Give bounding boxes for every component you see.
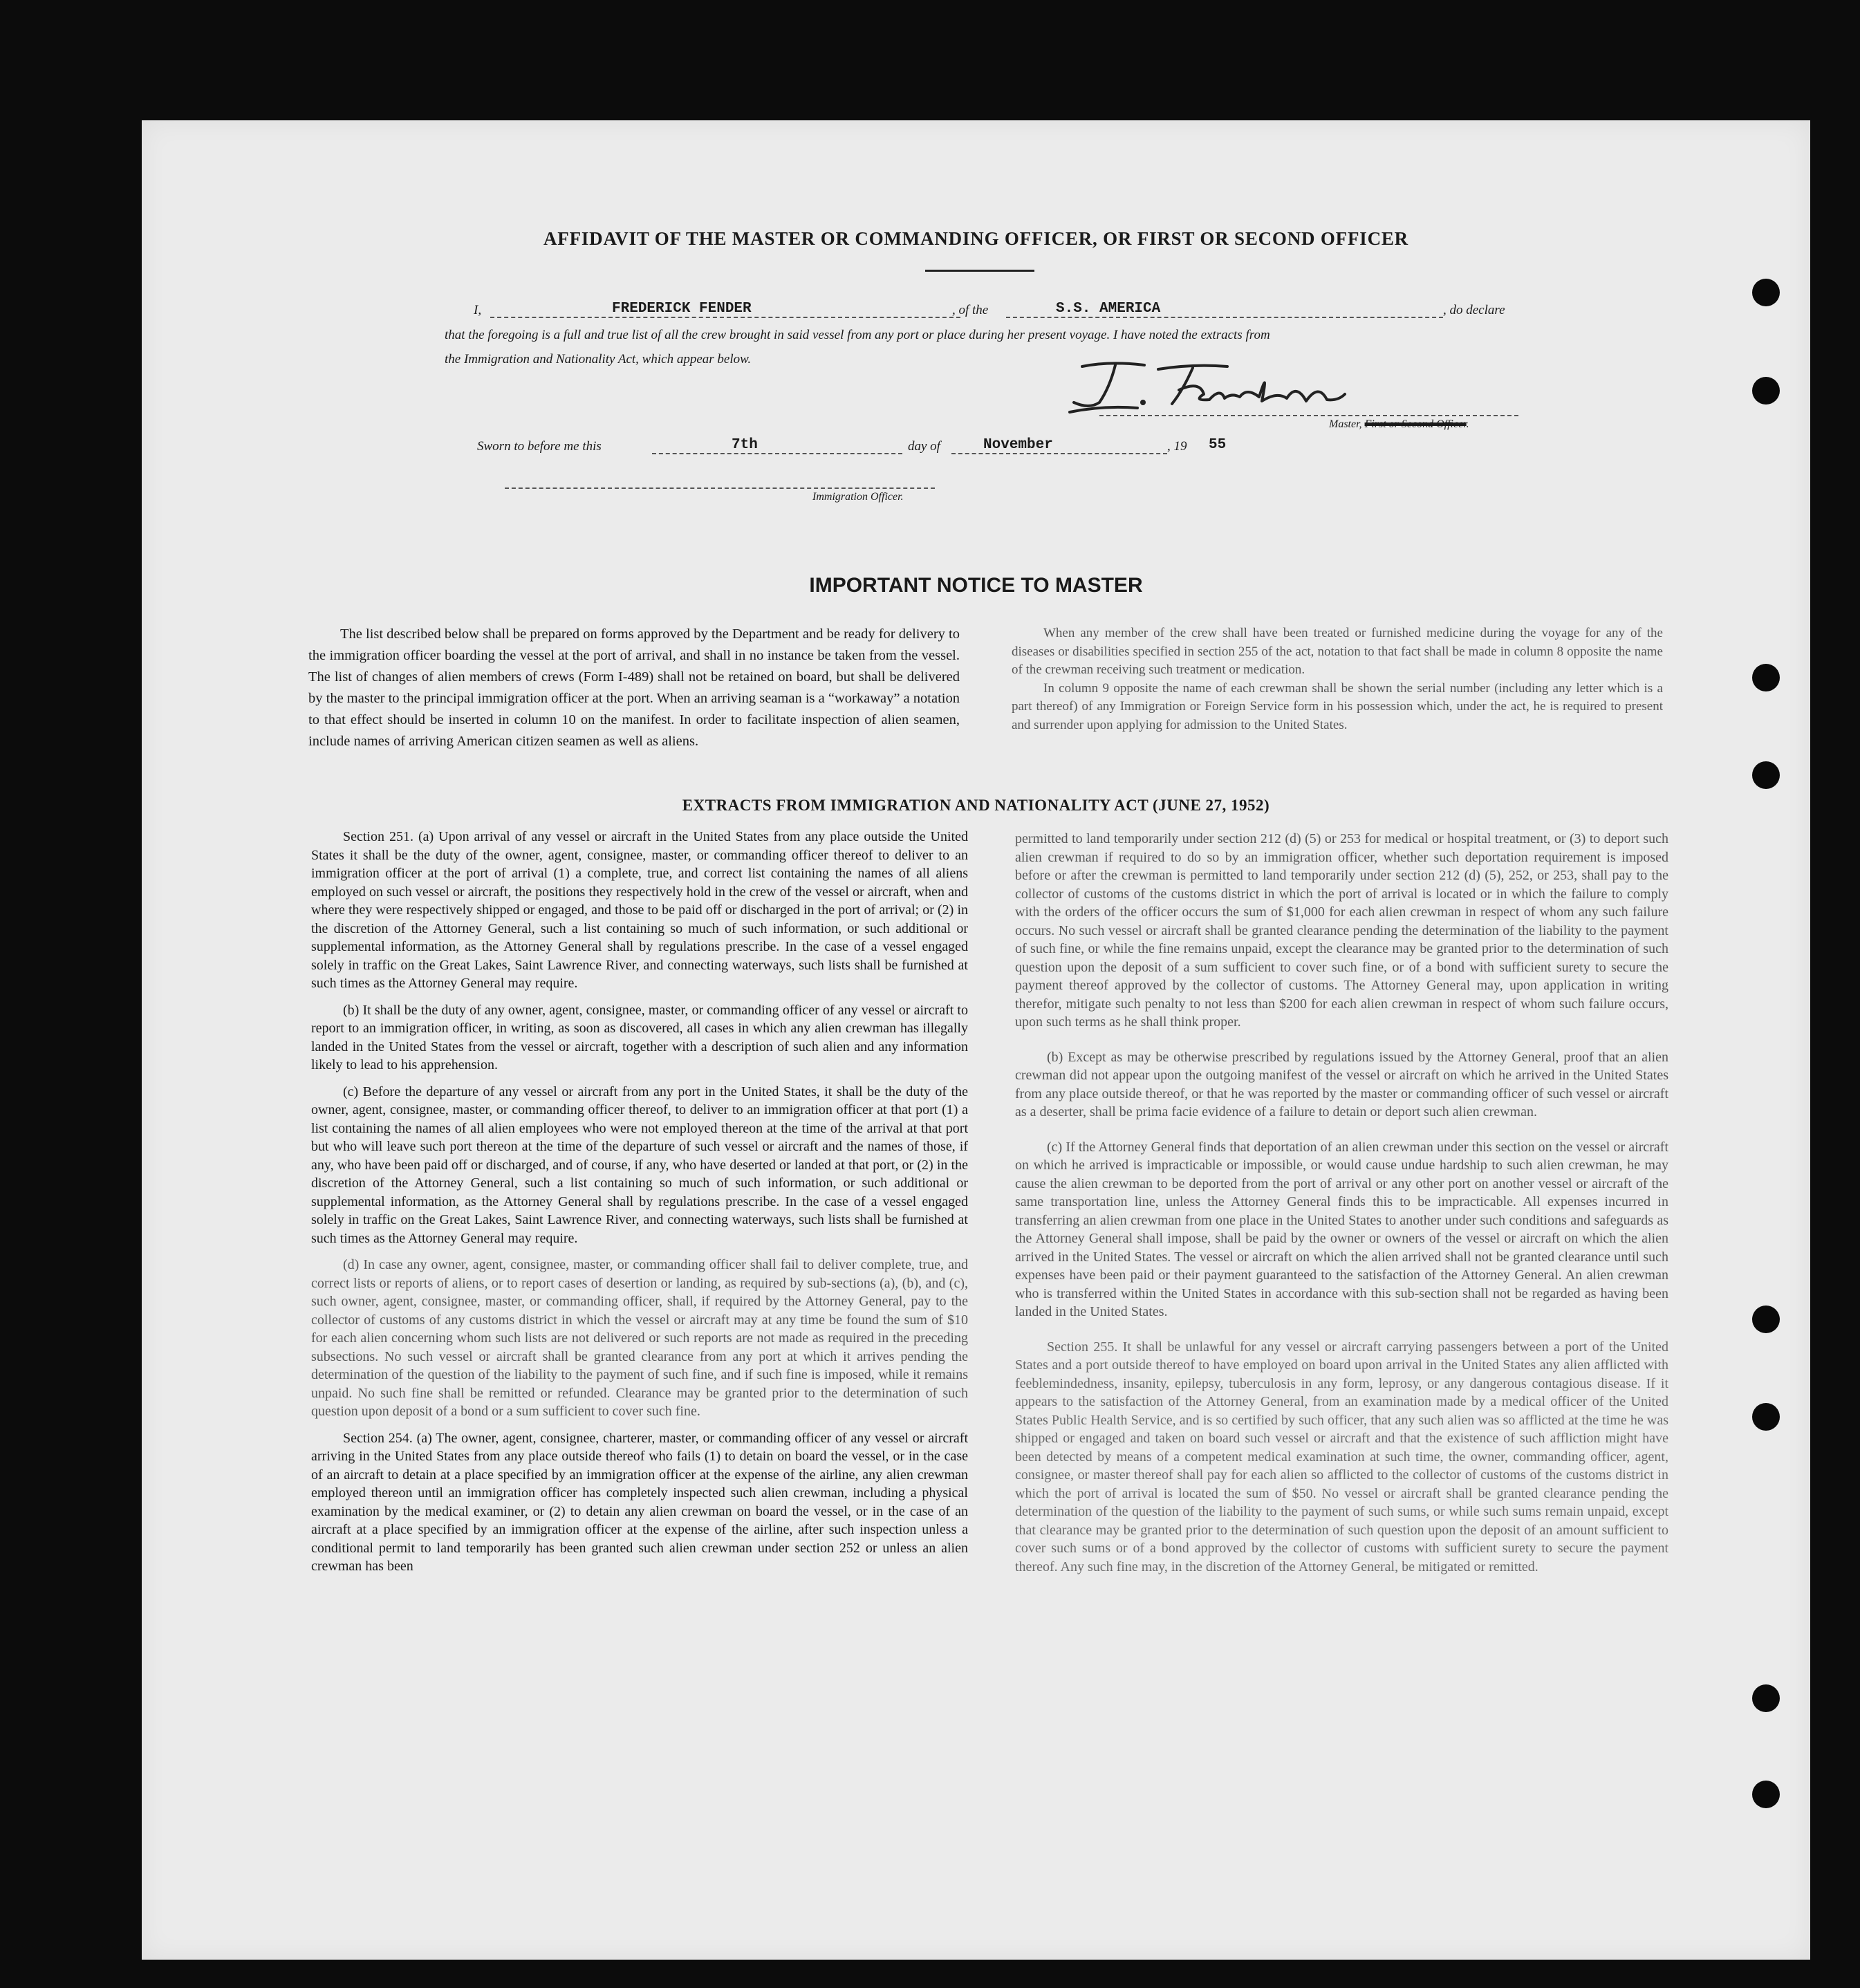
sworn-day-blank [652,453,902,454]
year-prefix: , 19 [1167,439,1187,454]
declaration-line [474,303,1519,324]
section-251c: (c) Before the departure of any vessel or aircraft from any port in the United States, it shall be the duty of the owner, agent, consignee, master, or commanding officer thereof, to deliver to an immigration officer at that port (1) a list containing the names of all alien employees who were not employed thereon at the time of the arrival at that port but who will leave such port thereon at the time of the departure of such vessel or aircraft and the names of those, if any, who have been paid off or discharged, and of course, if any, who have deserted or landed at that port, or (2) in the discretion of the Attorney General, such a list containing so much of such information, or such additional or supplemental information, as the Attorney General shall by regulations prescribe. In the case of a vessel engaged solely in traffic on the Great Lakes, Saint Lawrence River, and connecting waterways, such lists shall be furnished at such times as the Attorney General may require. [311,1084,968,1246]
section-251a: Section 251. (a) Upon arrival of any vessel or aircraft in the United States from any place outside the United States it shall be the duty of the owner, agent, consignee, master, or commanding officer thereof to deliver to an immigration officer at the port of arrival (1) a complete, true, and correct list containing the names of all aliens employed on such vessel or aircraft, the positions they respectively hold in the crew of the vessel or aircraft, when and where they were respectively shipped or engaged, and those to be paid off or discharged in the port of arrival; or (2) in the discretion of the Attorney General, such a list containing so much of such information, or such additional or supplemental information, as the Attorney General shall by regulations prescribe. In the case of a vessel engaged solely in traffic on the Great Lakes, Saint Lawrence River, and connecting waterways, such lists shall be furnished at such times as the Attorney General may require. [311,829,968,991]
do-declare-label: , do declare [1443,303,1505,317]
sworn-day: 7th [732,437,758,453]
statement-line-1: that the foregoing is a full and true list of all the crew brought in said vessel from any port or place during her present voyage. I have noted the extracts from [445,328,1270,342]
section-254b: (b) Except as may be otherwise prescribed by regulations issued by the Attorney General, proof that an alien crewman did not appear upon the outgoing manifest of the vessel or aircraft on which he arrived in the United States from any place outside thereof, or that he was reported by the master or commanding officer of such vessel or aircraft as a deserter, shall be prima facie evidence of a failure to detain or deport such alien crewman. [1015,1049,1668,1120]
affidavit-title: AFFIDAVIT OF THE MASTER OR COMMANDING OFFICER, OR FIRST OR SECOND OFFICER [543,228,1408,249]
signer-title-end: . [1466,418,1469,430]
sworn-month: November [983,437,1053,453]
section-254a-continued: permitted to land temporarily under section 212 (d) (5) or 253 for medical or hospital treatment, or (3) to deport such alien crewman if required to do so by an immigration officer, whether such deportation requirement is imposed before or after the crewman is permitted to land temporarily under section 212 (d) (5), 252, or 253, shall pay to the collector of customs of the customs district in which the port of arrival is located or in which the failure to comply with the orders of the officer occurs the sum of $1,000 for each alien crewman in respect of whom any such failure occurs. No such vessel or aircraft shall be granted clearance pending the determination of the liability to the payment of such fine, or while the fine remains unpaid, except the clearance may be granted prior to the determination of such question upon the deposit of a sum sufficient to cover such fine, or of a bond with sufficient surety to secure the payment thereof approved by the collector of customs. The Attorney General may, upon application in writing therefor, mitigate such penalty to not less than $200 for each alien crewman in respect of whom such failure occurs, upon such terms as he shall think proper. [1015,831,1668,1030]
signature-line [1099,415,1518,416]
title-rule [925,270,1034,272]
officer-label: Immigration Officer. [812,491,904,503]
notice-left-paragraph: The list described below shall be prepared on forms approved by the Department and be ready for delivery to the immigration officer boarding the vessel at the port of arrival, and shall in no instance be taken from the vessel. The list of changes of alien members of crews (Form I-489) shall not be retained on board, but shall be delivered by the master to the principal immigration officer at the port. When an arriving seaman is a “workaway” a notation to that effect should be inserted in column 10 on the manifest. In order to facilitate inspection of alien seamen, include names of arriving American citizen seamen as well as aliens. [308,626,960,749]
binder-hole [1752,1403,1780,1431]
binder-hole [1752,1306,1780,1333]
binder-hole [1752,1684,1780,1712]
sworn-label: Sworn to before me this [477,439,602,454]
sworn-month-blank [951,453,1167,454]
section-251b: (b) It shall be the duty of any owner, agent, consignee, master, or commanding officer of any vessel or aircraft to report to an immigration officer, in writing, as soon as discovered, all cases in which any alien crewman has illegally landed in the United States from the vessel or aircraft, together with a description of such alien and any information likely to lead to his apprehension. [311,1002,968,1072]
notice-right-column [1012,624,1663,734]
sworn-year: 55 [1209,437,1227,453]
binder-hole [1752,761,1780,789]
officer-signature-line [505,487,935,489]
section-255: Section 255. It shall be unlawful for any vessel or aircraft carrying passengers between a port of the United States and a port outside thereof to have employed on board upon arrival in the United States any alien afflicted with feeblemindedness, insanity, epilepsy, tuberculosis in any form, leprosy, or any dangerous contagious disease. If it appears to the satisfaction of the Attorney General, from an examination made by a medical officer of the United States Public Health Service, and is so certified by such officer, that any such alien was so afflicted at the time he was shipped or engaged and taken on board such vessel or aircraft and that the existence of such affliction might have been detected by means of a competent medical examination at such time, the owner, commanding officer, agent, consignee, or master thereof shall pay for each alien so afflicted to the collector of customs of the customs district in which the port of arrival is located the sum of $50. No vessel or aircraft shall be granted clearance pending the determination of the question of the liability to the payment of such sums, or while such sums remain unpaid, except that clearance may be granted prior to the determination of such question upon the deposit of an amount sufficient to cover such sums or of a bond approved by the collector of customs with sufficient surety to secure the payment thereof. Any such fine may, in the discretion of the Attorney General, be mitigated or remitted. [1015,1339,1668,1574]
crew-master-name: FREDERICK FENDER [612,301,752,317]
extracts-right-column [1015,830,1668,1576]
i-label: I, [474,303,482,317]
sworn-line [477,439,1238,460]
signer-title-master: Master, [1329,418,1362,430]
extracts-left-column [311,828,968,1576]
binder-hole [1752,377,1780,405]
binder-hole [1752,1781,1780,1808]
binder-hole [1752,279,1780,306]
section-251d: (d) In case any owner, agent, consignee, master, or commanding officer shall fail to deliver complete, true, and correct lists or reports of aliens, or to report cases of desertion or landing, as required by sub-sections (a), (b), and (c), such owner, agent, consignee, master, or commanding officer, shall, if required by the Attorney General, pay to the collector of customs of any customs district in which the vessel or aircraft may at any time be found the sum of $10 for each alien concerning whom such lists are not delivered or such reports are not made as required in the preceding subsections. No such vessel or aircraft shall be granted clearance from any port at which it arrives pending the determination of the question of the liability to the payment of such fine, and if such fine is imposed, while it remains unpaid. No such fine shall be remitted or refunded. Clearance may be granted prior to the determination of such question upon deposit of a bond or a sum sufficient to cover such fine. [311,1257,968,1419]
notice-title: IMPORTANT NOTICE TO MASTER [809,574,1143,597]
name-blank [490,317,960,318]
binder-hole [1752,664,1780,691]
signer-title-struck: First or Second Officer [1364,418,1467,430]
signature-graphic [1061,360,1366,418]
section-254c: (c) If the Attorney General finds that deportation of an alien crewman under this section on the vessel or aircraft on which he arrived is impracticable or impossible, or would cause undue hardship to such alien crewman, he may cause the alien crewman to be deported from the port of arrival or any other port on another vessel or aircraft of the same transportation line, unless the Attorney General finds this to be impracticable. All expenses incurred in transferring an alien crewman from one place in the United States to another under such conditions and safeguards as the Attorney General shall impose, shall be paid by the owner or owners of the vessel or aircraft on which the alien arrived in the United States. The vessel or aircraft on which the alien arrived shall not be granted clearance until such expenses have been paid or their payment guaranteed to the satisfaction of the Attorney General. An alien crewman who is transferred within the United States in accordance with this sub-section shall not be regarded as having been landed in the United States. [1015,1139,1668,1319]
day-of-label: day of [908,439,940,454]
notice-right-paragraph-2: In column 9 opposite the name of each crewman shall be shown the serial number (including any letter which is a part thereof) of any Immigration or Foreign Service form in his possession which, under the act, he is required to present and surrender upon applying for admission to the United States. [1012,680,1663,732]
notice-right-paragraph-1: When any member of the crew shall have been treated or furnished medicine during the voyage for any of the diseases or disabilities specified in section 255 of the act, notation to that fact shall be made in column 8 opposite the name of the crewman receiving such treatment or medication. [1012,626,1663,677]
extracts-title: EXTRACTS FROM IMMIGRATION AND NATIONALITY ACT (JUNE 27, 1952) [682,797,1270,814]
vessel-blank [1006,317,1443,318]
statement-line-2: the Immigration and Nationality Act, which appear below. [445,352,752,366]
notice-left-column [308,624,960,752]
of-the-label: , of the [952,303,989,317]
section-254a: Section 254. (a) The owner, agent, consignee, charterer, master, or commanding officer of any vessel or aircraft arriving in the United States from any place outside thereof who fails (1) to detain on board the vessel, or in the case of an aircraft to detain at a place specified by an immigration officer at the expense of the airline, any alien crewman employed thereon until an immigration officer has completely inspected such alien crewman, including a physical examination by the medical examiner, or (2) to detain any alien crewman on board the vessel, or in the case of an aircraft at a place specified by an immigration officer at the expense of the airline, after such inspection unless a conditional permit to land temporarily has been granted such alien crewman under section 252 or unless an alien crewman has been [311,1430,968,1574]
vessel-name: S.S. AMERICA [1056,301,1161,317]
signature [1061,360,1366,418]
signer-title [1329,418,1469,431]
